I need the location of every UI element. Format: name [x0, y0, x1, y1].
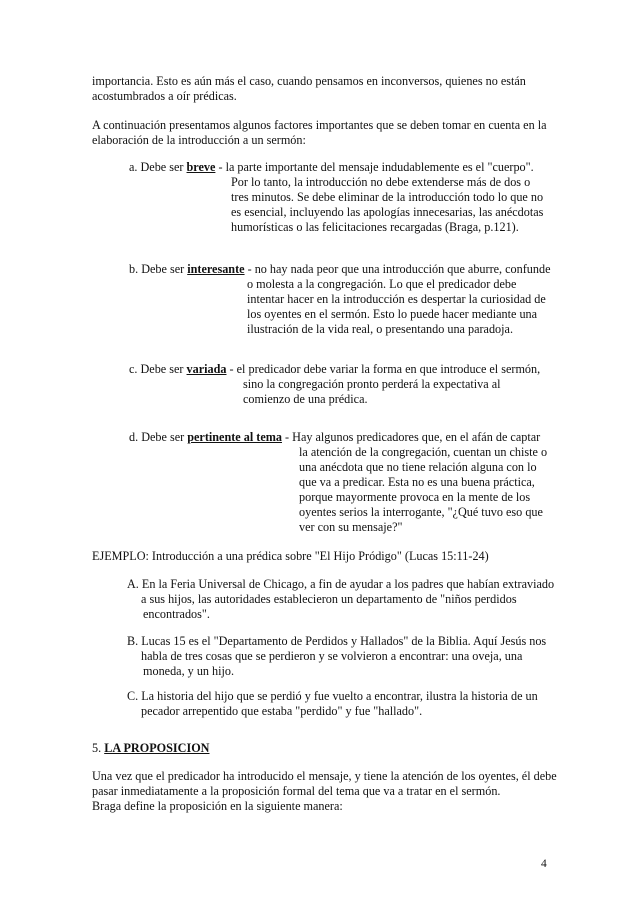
- intro-continuation-paragraph: importancia. Esto es aún más el caso, cuando pensamos en inconversos, quienes no están acostumbrados a oír prédicas.: [92, 74, 526, 103]
- factor-term: variada: [186, 362, 227, 376]
- factor-prefix: b. Debe ser: [129, 262, 188, 276]
- example-item-c: [129, 689, 554, 719]
- example-item-continuation: pecador arrepentido que estaba "perdido" y fue "hallado".: [141, 704, 423, 718]
- factor-lead-line: [129, 362, 559, 377]
- example-item-b: [129, 634, 554, 679]
- factor-description: o molesta a la congregación. Lo que el predicador debe intentar hacer en la introducción es despertar la curiosidad de los oyentes en el sermón. Esto lo puede hacer mediante una ilustración de la vida real, o presentando una paradoja.: [247, 277, 546, 336]
- factor-term: breve: [186, 160, 216, 174]
- factor-lead-text: - no hay nada peor que una introducción que aburre, confunde: [244, 262, 551, 276]
- factor-lead-line: [129, 430, 559, 445]
- factor-description: Por lo tanto, la introducción no debe extenderse más de dos o tres minutos. Se debe eliminar de la introducción todo lo que no es esencial, incluyendo las apologías innecesarias, las anécdotas humorísticas o las felicitaciones recargadas (Braga, p.121).: [231, 175, 544, 234]
- factor-term: interesante: [187, 262, 245, 276]
- factor-description: la atención de la congregación, cuentan un chiste o una anécdota que no tiene relación alguna con lo que va a predicar. Esta no es una buena práctica, porque mayormente provoca en la mente de los oyentes serios la interrogante, "¿Qué tuvo eso que ver con su mensaje?": [299, 445, 548, 534]
- factor-description: sino la congregación pronto perderá la expectativa al comienzo de una prédica.: [243, 377, 501, 406]
- section-number: 5.: [92, 741, 105, 755]
- example-item-a: [129, 577, 554, 622]
- proposition-paragraph: Una vez que el predicador ha introducido el mensaje, y tiene la atención de los oyentes, él debe pasar inmediatamente a la proposición formal del tema que va a tratar en el sermón.: [92, 769, 557, 798]
- example-item-continuation: a sus hijos, las autoridades establecieron un departamento de "niños perdidos encontrados".: [141, 592, 517, 621]
- factor-prefix: c. Debe ser: [129, 362, 187, 376]
- factor-lead-text: - Hay algunos predicadores que, en el afán de captar: [281, 430, 541, 444]
- factor-lead-line: [129, 262, 559, 277]
- factor-term: pertinente al tema: [187, 430, 282, 444]
- factor-prefix: d. Debe ser: [129, 430, 188, 444]
- factor-item-variada: [129, 362, 559, 407]
- example-item-first-line: C. La historia del hijo que se perdió y fue vuelto a encontrar, ilustra la historia de un: [127, 689, 538, 703]
- page-number: 4: [541, 858, 547, 870]
- factor-item-interesante: [129, 262, 559, 337]
- factor-lead-text: - el predicador debe variar la forma en que introduce el sermón,: [226, 362, 541, 376]
- factor-lead-text: - la parte importante del mensaje indudablemente es el "cuerpo".: [215, 160, 534, 174]
- factors-intro-paragraph: A continuación presentamos algunos factores importantes que se deben tomar en cuenta en la elaboración de la introducción a un sermón:: [92, 118, 547, 147]
- example-item-continuation: habla de tres cosas que se perdieron y se volvieron a encontrar: una oveja, una moneda, y un hijo.: [141, 649, 523, 678]
- factor-prefix: a. Debe ser: [129, 160, 187, 174]
- section-heading: [92, 741, 562, 756]
- example-item-first-line: B. Lucas 15 es el "Departamento de Perdidos y Hallados" de la Biblia. Aquí Jesús nos: [127, 634, 547, 648]
- section-title: LA PROPOSICION: [104, 741, 210, 755]
- braga-line: Braga define la proposición en la siguiente manera:: [92, 799, 343, 813]
- factor-item-breve: [129, 160, 559, 235]
- example-heading: EJEMPLO: Introducción a una prédica sobre "El Hijo Pródigo" (Lucas 15:11-24): [92, 549, 489, 563]
- example-item-first-line: A. En la Feria Universal de Chicago, a fin de ayudar a los padres que habían extraviado: [127, 577, 555, 591]
- factor-lead-line: [129, 160, 559, 175]
- factor-item-pertinente: [129, 430, 559, 535]
